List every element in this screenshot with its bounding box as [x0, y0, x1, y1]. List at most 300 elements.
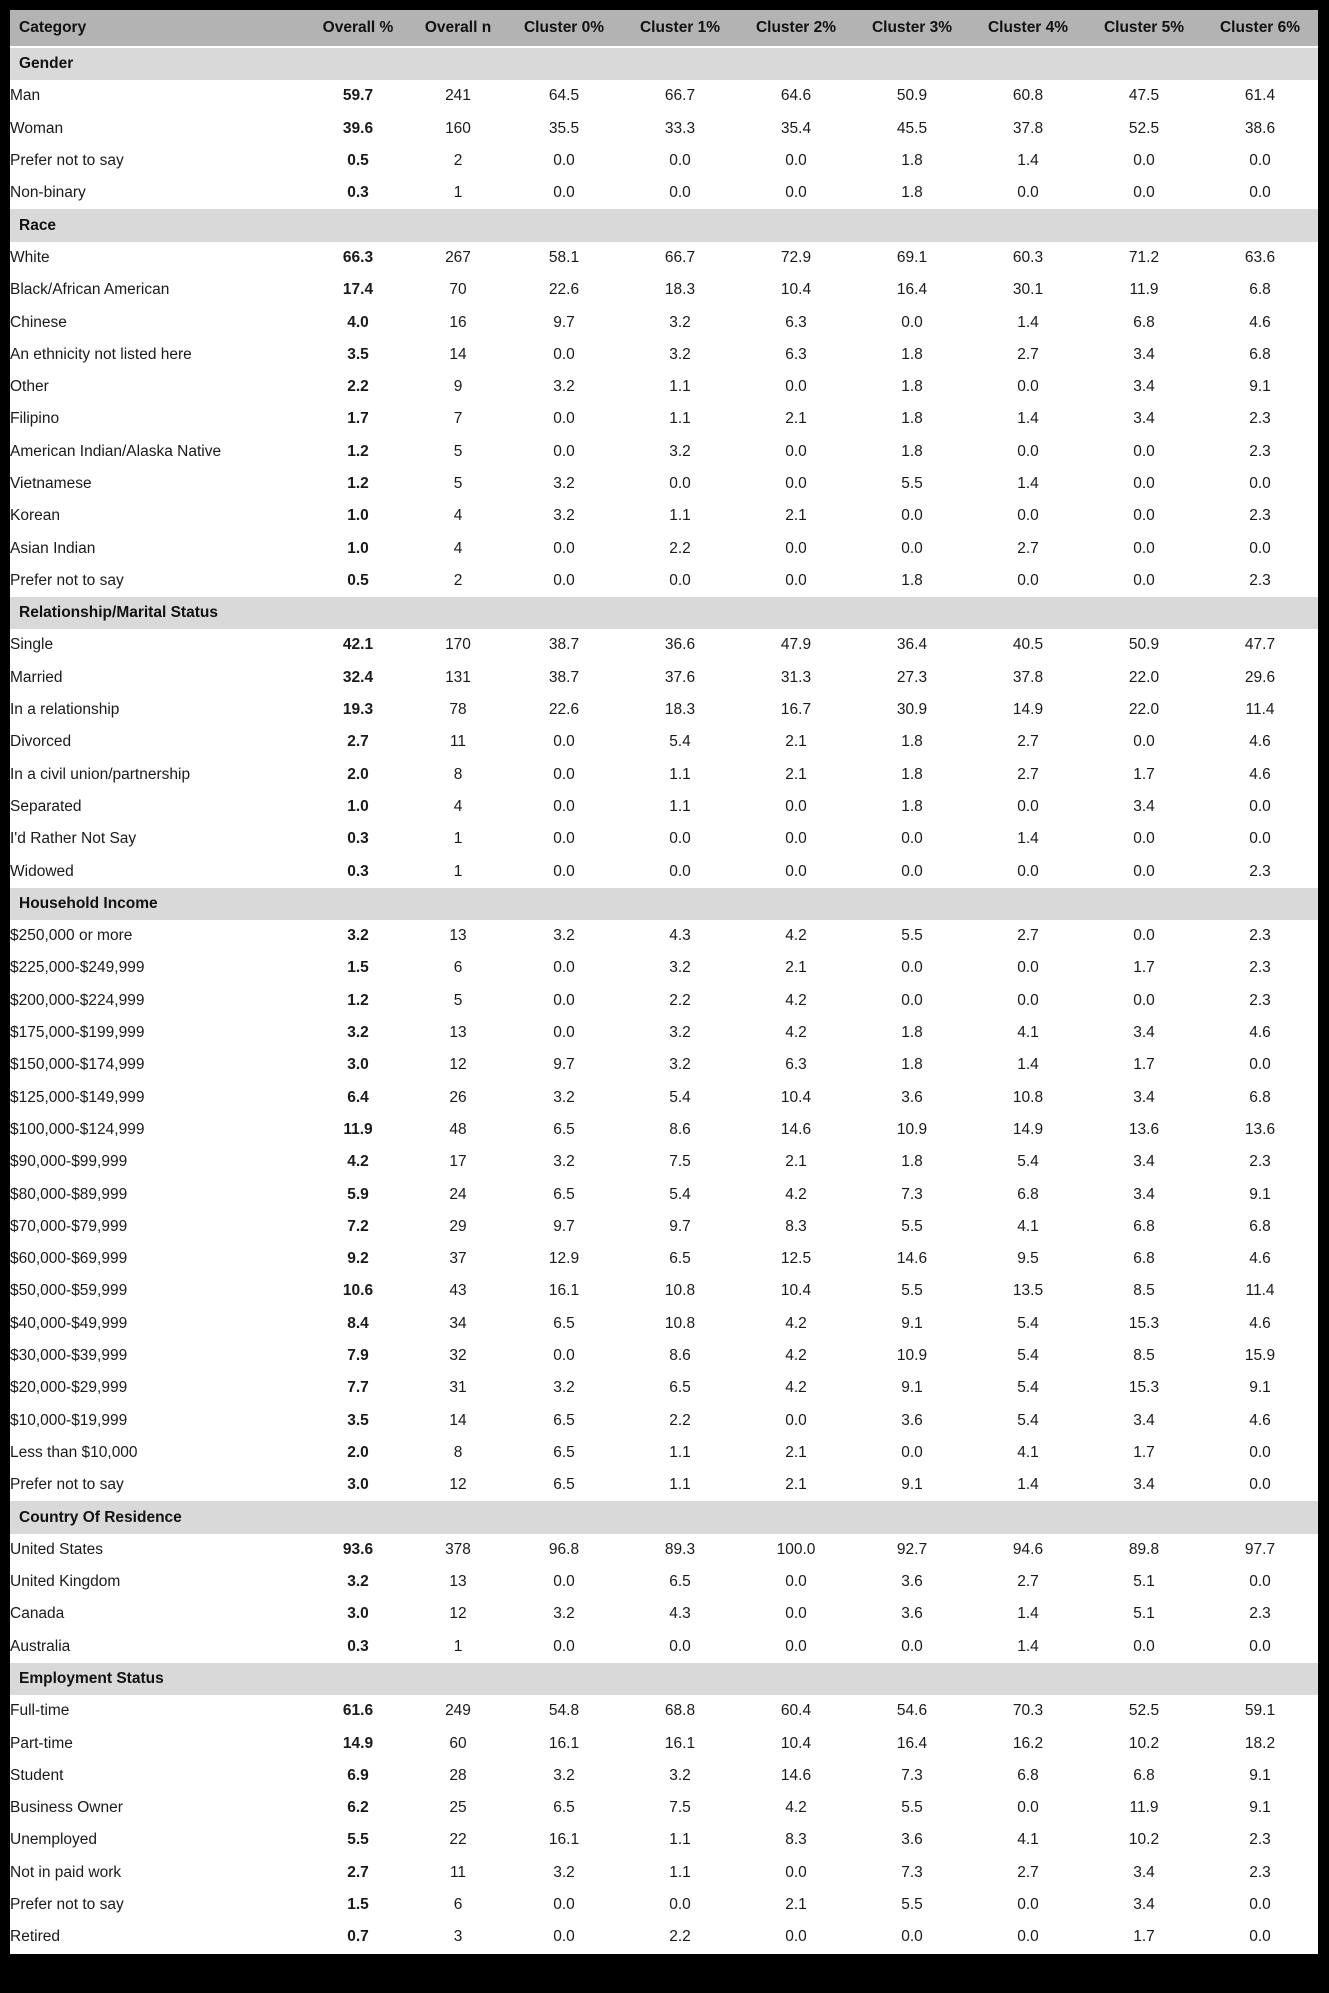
section-row-race	[10, 209, 1318, 241]
cluster-5-value: 89.8	[1086, 1534, 1202, 1566]
cluster-0-value: 6.5	[506, 1404, 622, 1436]
row-label: White	[10, 242, 306, 274]
table-row	[10, 1146, 1318, 1178]
cluster-5-value: 0.0	[1086, 177, 1202, 209]
cluster-5-value: 3.4	[1086, 1469, 1202, 1501]
overall-pct-value: 19.3	[306, 694, 410, 726]
cluster-0-value: 0.0	[506, 145, 622, 177]
cluster-5-value: 6.8	[1086, 306, 1202, 338]
row-label: Other	[10, 371, 306, 403]
overall-pct-value: 0.3	[306, 1631, 410, 1663]
overall-n-value: 13	[410, 1566, 506, 1598]
cluster-0-value: 0.0	[506, 532, 622, 564]
cluster-6-value: 2.3	[1202, 952, 1318, 984]
cluster-3-value: 1.8	[854, 1049, 970, 1081]
cluster-3-value: 54.6	[854, 1695, 970, 1727]
cluster-6-value: 2.3	[1202, 920, 1318, 952]
overall-n-value: 2	[410, 145, 506, 177]
overall-n-value: 70	[410, 274, 506, 306]
cluster-3-value: 3.6	[854, 1598, 970, 1630]
overall-n-value: 78	[410, 694, 506, 726]
overall-pct-value: 3.0	[306, 1049, 410, 1081]
overall-n-value: 170	[410, 629, 506, 661]
cluster-3-value: 1.8	[854, 403, 970, 435]
row-label: Asian Indian	[10, 532, 306, 564]
row-label: $40,000-$49,999	[10, 1308, 306, 1340]
table-row	[10, 759, 1318, 791]
overall-n-value: 4	[410, 532, 506, 564]
overall-pct-value: 0.5	[306, 565, 410, 597]
cluster-2-value: 2.1	[738, 952, 854, 984]
overall-pct-value: 7.7	[306, 1372, 410, 1404]
cluster-6-value: 0.0	[1202, 1437, 1318, 1469]
cluster-5-value: 1.7	[1086, 759, 1202, 791]
section-title: Relationship/Marital Status	[10, 597, 1318, 629]
demographics-table-frame	[10, 10, 1318, 1954]
cluster-0-value: 0.0	[506, 985, 622, 1017]
cluster-2-value: 14.6	[738, 1114, 854, 1146]
overall-n-value: 1	[410, 823, 506, 855]
cluster-3-value: 10.9	[854, 1114, 970, 1146]
cluster-3-value: 16.4	[854, 274, 970, 306]
cluster-0-value: 0.0	[506, 177, 622, 209]
row-label: Vietnamese	[10, 468, 306, 500]
cluster-0-value: 3.2	[506, 500, 622, 532]
cluster-6-value: 0.0	[1202, 1469, 1318, 1501]
cluster-2-value: 10.4	[738, 1082, 854, 1114]
column-header-cluster-2: Cluster 2%	[738, 10, 854, 47]
cluster-5-value: 5.1	[1086, 1566, 1202, 1598]
column-header-cluster-6: Cluster 6%	[1202, 10, 1318, 47]
cluster-4-value: 1.4	[970, 306, 1086, 338]
cluster-5-value: 3.4	[1086, 1082, 1202, 1114]
overall-n-value: 31	[410, 1372, 506, 1404]
cluster-4-value: 40.5	[970, 629, 1086, 661]
table-row	[10, 306, 1318, 338]
overall-n-value: 378	[410, 1534, 506, 1566]
overall-n-value: 249	[410, 1695, 506, 1727]
cluster-0-value: 0.0	[506, 1631, 622, 1663]
column-header-category: Category	[10, 10, 306, 47]
cluster-4-value: 4.1	[970, 1824, 1086, 1856]
cluster-1-value: 89.3	[622, 1534, 738, 1566]
cluster-3-value: 27.3	[854, 662, 970, 694]
cluster-6-value: 0.0	[1202, 1631, 1318, 1663]
cluster-1-value: 0.0	[622, 855, 738, 887]
cluster-4-value: 2.7	[970, 920, 1086, 952]
cluster-5-value: 1.7	[1086, 952, 1202, 984]
cluster-2-value: 0.0	[738, 177, 854, 209]
cluster-2-value: 64.6	[738, 80, 854, 112]
row-label: Full-time	[10, 1695, 306, 1727]
cluster-6-value: 0.0	[1202, 1566, 1318, 1598]
overall-pct-value: 1.2	[306, 468, 410, 500]
cluster-2-value: 6.3	[738, 339, 854, 371]
cluster-0-value: 3.2	[506, 1082, 622, 1114]
row-label: In a civil union/partnership	[10, 759, 306, 791]
cluster-3-value: 5.5	[854, 1211, 970, 1243]
cluster-6-value: 4.6	[1202, 1404, 1318, 1436]
overall-n-value: 8	[410, 1437, 506, 1469]
cluster-2-value: 4.2	[738, 1372, 854, 1404]
cluster-3-value: 7.3	[854, 1857, 970, 1889]
cluster-2-value: 8.3	[738, 1211, 854, 1243]
table-row	[10, 1727, 1318, 1759]
cluster-0-value: 6.5	[506, 1792, 622, 1824]
cluster-3-value: 0.0	[854, 1631, 970, 1663]
cluster-0-value: 0.0	[506, 823, 622, 855]
overall-n-value: 22	[410, 1824, 506, 1856]
cluster-0-value: 6.5	[506, 1469, 622, 1501]
overall-pct-value: 3.5	[306, 1404, 410, 1436]
cluster-1-value: 1.1	[622, 500, 738, 532]
cluster-3-value: 1.8	[854, 145, 970, 177]
cluster-4-value: 5.4	[970, 1308, 1086, 1340]
cluster-2-value: 4.2	[738, 1178, 854, 1210]
cluster-6-value: 6.8	[1202, 1211, 1318, 1243]
cluster-2-value: 2.1	[738, 1146, 854, 1178]
row-label: $225,000-$249,999	[10, 952, 306, 984]
overall-pct-value: 1.0	[306, 532, 410, 564]
section-title: Employment Status	[10, 1663, 1318, 1695]
cluster-0-value: 0.0	[506, 759, 622, 791]
cluster-1-value: 1.1	[622, 1469, 738, 1501]
cluster-6-value: 97.7	[1202, 1534, 1318, 1566]
cluster-0-value: 0.0	[506, 1921, 622, 1953]
column-header-overall: Overall %	[306, 10, 410, 47]
cluster-5-value: 71.2	[1086, 242, 1202, 274]
table-row	[10, 242, 1318, 274]
cluster-5-value: 0.0	[1086, 436, 1202, 468]
row-label: Not in paid work	[10, 1857, 306, 1889]
cluster-3-value: 7.3	[854, 1178, 970, 1210]
row-label: $10,000-$19,999	[10, 1404, 306, 1436]
overall-n-value: 26	[410, 1082, 506, 1114]
cluster-6-value: 38.6	[1202, 113, 1318, 145]
overall-pct-value: 4.2	[306, 1146, 410, 1178]
cluster-1-value: 6.5	[622, 1372, 738, 1404]
cluster-2-value: 12.5	[738, 1243, 854, 1275]
cluster-1-value: 7.5	[622, 1792, 738, 1824]
overall-pct-value: 2.7	[306, 1857, 410, 1889]
cluster-4-value: 0.0	[970, 952, 1086, 984]
cluster-2-value: 0.0	[738, 823, 854, 855]
cluster-5-value: 15.3	[1086, 1372, 1202, 1404]
row-label: $20,000-$29,999	[10, 1372, 306, 1404]
cluster-6-value: 0.0	[1202, 1049, 1318, 1081]
cluster-6-value: 2.3	[1202, 985, 1318, 1017]
cluster-2-value: 2.1	[738, 403, 854, 435]
cluster-0-value: 9.7	[506, 306, 622, 338]
cluster-5-value: 3.4	[1086, 1178, 1202, 1210]
table-row	[10, 662, 1318, 694]
table-row	[10, 1534, 1318, 1566]
cluster-2-value: 31.3	[738, 662, 854, 694]
overall-pct-value: 6.4	[306, 1082, 410, 1114]
overall-pct-value: 0.3	[306, 823, 410, 855]
cluster-0-value: 0.0	[506, 339, 622, 371]
cluster-6-value: 11.4	[1202, 694, 1318, 726]
cluster-5-value: 8.5	[1086, 1275, 1202, 1307]
cluster-0-value: 3.2	[506, 1857, 622, 1889]
cluster-0-value: 35.5	[506, 113, 622, 145]
overall-n-value: 5	[410, 985, 506, 1017]
cluster-4-value: 0.0	[970, 1889, 1086, 1921]
cluster-0-value: 3.2	[506, 1372, 622, 1404]
cluster-0-value: 0.0	[506, 403, 622, 435]
row-label: Divorced	[10, 726, 306, 758]
cluster-1-value: 33.3	[622, 113, 738, 145]
cluster-3-value: 5.5	[854, 1889, 970, 1921]
cluster-4-value: 5.4	[970, 1404, 1086, 1436]
table-row	[10, 1243, 1318, 1275]
overall-pct-value: 3.2	[306, 1017, 410, 1049]
table-row	[10, 339, 1318, 371]
table-row	[10, 1469, 1318, 1501]
cluster-4-value: 94.6	[970, 1534, 1086, 1566]
cluster-5-value: 3.4	[1086, 791, 1202, 823]
cluster-3-value: 9.1	[854, 1308, 970, 1340]
cluster-5-value: 6.8	[1086, 1760, 1202, 1792]
cluster-2-value: 47.9	[738, 629, 854, 661]
cluster-0-value: 0.0	[506, 1340, 622, 1372]
cluster-5-value: 13.6	[1086, 1114, 1202, 1146]
row-label: Man	[10, 80, 306, 112]
table-row	[10, 1824, 1318, 1856]
cluster-2-value: 16.7	[738, 694, 854, 726]
cluster-0-value: 22.6	[506, 694, 622, 726]
cluster-0-value: 16.1	[506, 1727, 622, 1759]
cluster-5-value: 6.8	[1086, 1211, 1202, 1243]
cluster-2-value: 2.1	[738, 1437, 854, 1469]
cluster-3-value: 92.7	[854, 1534, 970, 1566]
cluster-4-value: 5.4	[970, 1340, 1086, 1372]
cluster-4-value: 10.8	[970, 1082, 1086, 1114]
cluster-3-value: 50.9	[854, 80, 970, 112]
overall-n-value: 12	[410, 1598, 506, 1630]
table-row	[10, 274, 1318, 306]
cluster-4-value: 60.8	[970, 80, 1086, 112]
section-row-household-income	[10, 888, 1318, 920]
cluster-1-value: 3.2	[622, 952, 738, 984]
table-row	[10, 113, 1318, 145]
row-label: Part-time	[10, 1727, 306, 1759]
cluster-6-value: 0.0	[1202, 177, 1318, 209]
table-row	[10, 952, 1318, 984]
cluster-1-value: 3.2	[622, 339, 738, 371]
overall-pct-value: 17.4	[306, 274, 410, 306]
cluster-6-value: 9.1	[1202, 1760, 1318, 1792]
overall-pct-value: 1.5	[306, 952, 410, 984]
row-label: $30,000-$39,999	[10, 1340, 306, 1372]
cluster-0-value: 6.5	[506, 1114, 622, 1146]
row-label: $250,000 or more	[10, 920, 306, 952]
cluster-4-value: 9.5	[970, 1243, 1086, 1275]
cluster-2-value: 0.0	[738, 1566, 854, 1598]
cluster-0-value: 0.0	[506, 855, 622, 887]
overall-n-value: 37	[410, 1243, 506, 1275]
cluster-0-value: 54.8	[506, 1695, 622, 1727]
table-row	[10, 1082, 1318, 1114]
cluster-5-value: 52.5	[1086, 1695, 1202, 1727]
overall-n-value: 6	[410, 1889, 506, 1921]
table-row	[10, 565, 1318, 597]
cluster-5-value: 47.5	[1086, 80, 1202, 112]
overall-n-value: 13	[410, 1017, 506, 1049]
overall-n-value: 4	[410, 791, 506, 823]
cluster-3-value: 3.6	[854, 1082, 970, 1114]
cluster-6-value: 4.6	[1202, 1017, 1318, 1049]
cluster-1-value: 0.0	[622, 1631, 738, 1663]
cluster-6-value: 47.7	[1202, 629, 1318, 661]
row-label: Single	[10, 629, 306, 661]
cluster-5-value: 50.9	[1086, 629, 1202, 661]
cluster-1-value: 2.2	[622, 1921, 738, 1953]
table-header	[10, 10, 1318, 47]
cluster-4-value: 13.5	[970, 1275, 1086, 1307]
cluster-5-value: 3.4	[1086, 403, 1202, 435]
cluster-3-value: 0.0	[854, 1921, 970, 1953]
row-label: Retired	[10, 1921, 306, 1953]
cluster-6-value: 4.6	[1202, 1243, 1318, 1275]
cluster-1-value: 2.2	[622, 1404, 738, 1436]
row-label: Business Owner	[10, 1792, 306, 1824]
cluster-5-value: 3.4	[1086, 339, 1202, 371]
row-label: $175,000-$199,999	[10, 1017, 306, 1049]
overall-pct-value: 0.3	[306, 177, 410, 209]
row-label: $70,000-$79,999	[10, 1211, 306, 1243]
overall-pct-value: 59.7	[306, 80, 410, 112]
table-row	[10, 403, 1318, 435]
cluster-5-value: 11.9	[1086, 1792, 1202, 1824]
row-label: Woman	[10, 113, 306, 145]
cluster-0-value: 12.9	[506, 1243, 622, 1275]
cluster-1-value: 6.5	[622, 1243, 738, 1275]
cluster-4-value: 70.3	[970, 1695, 1086, 1727]
cluster-2-value: 0.0	[738, 1631, 854, 1663]
cluster-6-value: 2.3	[1202, 855, 1318, 887]
table-row	[10, 1889, 1318, 1921]
table-body	[10, 47, 1318, 1954]
cluster-5-value: 0.0	[1086, 726, 1202, 758]
cluster-3-value: 1.8	[854, 177, 970, 209]
cluster-2-value: 2.1	[738, 759, 854, 791]
cluster-1-value: 6.5	[622, 1566, 738, 1598]
row-label: Prefer not to say	[10, 565, 306, 597]
overall-n-value: 28	[410, 1760, 506, 1792]
overall-n-value: 3	[410, 1921, 506, 1953]
cluster-6-value: 9.1	[1202, 1792, 1318, 1824]
cluster-1-value: 0.0	[622, 468, 738, 500]
table-row	[10, 1566, 1318, 1598]
overall-n-value: 1	[410, 855, 506, 887]
overall-n-value: 16	[410, 306, 506, 338]
cluster-4-value: 1.4	[970, 468, 1086, 500]
cluster-3-value: 0.0	[854, 985, 970, 1017]
section-row-country-of-residence	[10, 1501, 1318, 1533]
cluster-6-value: 2.3	[1202, 565, 1318, 597]
table-row	[10, 1017, 1318, 1049]
cluster-1-value: 3.2	[622, 306, 738, 338]
cluster-1-value: 0.0	[622, 177, 738, 209]
cluster-4-value: 4.1	[970, 1017, 1086, 1049]
cluster-4-value: 60.3	[970, 242, 1086, 274]
cluster-3-value: 0.0	[854, 532, 970, 564]
cluster-2-value: 0.0	[738, 468, 854, 500]
cluster-4-value: 1.4	[970, 403, 1086, 435]
cluster-6-value: 6.8	[1202, 274, 1318, 306]
cluster-4-value: 2.7	[970, 1857, 1086, 1889]
table-row	[10, 436, 1318, 468]
cluster-5-value: 22.0	[1086, 694, 1202, 726]
overall-n-value: 267	[410, 242, 506, 274]
cluster-4-value: 14.9	[970, 1114, 1086, 1146]
cluster-4-value: 0.0	[970, 371, 1086, 403]
row-label: $150,000-$174,999	[10, 1049, 306, 1081]
row-label: $90,000-$99,999	[10, 1146, 306, 1178]
cluster-1-value: 36.6	[622, 629, 738, 661]
cluster-5-value: 0.0	[1086, 532, 1202, 564]
overall-pct-value: 1.2	[306, 985, 410, 1017]
cluster-2-value: 2.1	[738, 500, 854, 532]
cluster-4-value: 16.2	[970, 1727, 1086, 1759]
cluster-3-value: 0.0	[854, 855, 970, 887]
overall-pct-value: 0.3	[306, 855, 410, 887]
cluster-3-value: 3.6	[854, 1566, 970, 1598]
cluster-4-value: 0.0	[970, 855, 1086, 887]
cluster-6-value: 0.0	[1202, 791, 1318, 823]
cluster-6-value: 0.0	[1202, 468, 1318, 500]
overall-pct-value: 42.1	[306, 629, 410, 661]
cluster-2-value: 0.0	[738, 145, 854, 177]
cluster-0-value: 0.0	[506, 1889, 622, 1921]
overall-pct-value: 1.2	[306, 436, 410, 468]
table-row	[10, 726, 1318, 758]
table-row	[10, 1695, 1318, 1727]
overall-pct-value: 10.6	[306, 1275, 410, 1307]
cluster-5-value: 0.0	[1086, 920, 1202, 952]
cluster-3-value: 5.5	[854, 1275, 970, 1307]
cluster-0-value: 9.7	[506, 1211, 622, 1243]
cluster-3-value: 9.1	[854, 1372, 970, 1404]
header-row	[10, 10, 1318, 47]
row-label: Chinese	[10, 306, 306, 338]
table-row	[10, 1598, 1318, 1630]
cluster-6-value: 4.6	[1202, 726, 1318, 758]
cluster-3-value: 0.0	[854, 1437, 970, 1469]
cluster-6-value: 9.1	[1202, 1372, 1318, 1404]
cluster-1-value: 1.1	[622, 1857, 738, 1889]
cluster-1-value: 3.2	[622, 436, 738, 468]
overall-n-value: 11	[410, 726, 506, 758]
overall-n-value: 8	[410, 759, 506, 791]
row-label: Prefer not to say	[10, 1469, 306, 1501]
table-row	[10, 791, 1318, 823]
cluster-3-value: 0.0	[854, 500, 970, 532]
cluster-3-value: 1.8	[854, 436, 970, 468]
table-row	[10, 1437, 1318, 1469]
overall-pct-value: 0.5	[306, 145, 410, 177]
cluster-2-value: 2.1	[738, 1469, 854, 1501]
overall-pct-value: 3.2	[306, 1566, 410, 1598]
overall-pct-value: 3.5	[306, 339, 410, 371]
overall-pct-value: 7.9	[306, 1340, 410, 1372]
cluster-0-value: 0.0	[506, 1566, 622, 1598]
column-header-cluster-5: Cluster 5%	[1086, 10, 1202, 47]
cluster-5-value: 3.4	[1086, 1857, 1202, 1889]
cluster-6-value: 2.3	[1202, 1824, 1318, 1856]
cluster-2-value: 10.4	[738, 274, 854, 306]
